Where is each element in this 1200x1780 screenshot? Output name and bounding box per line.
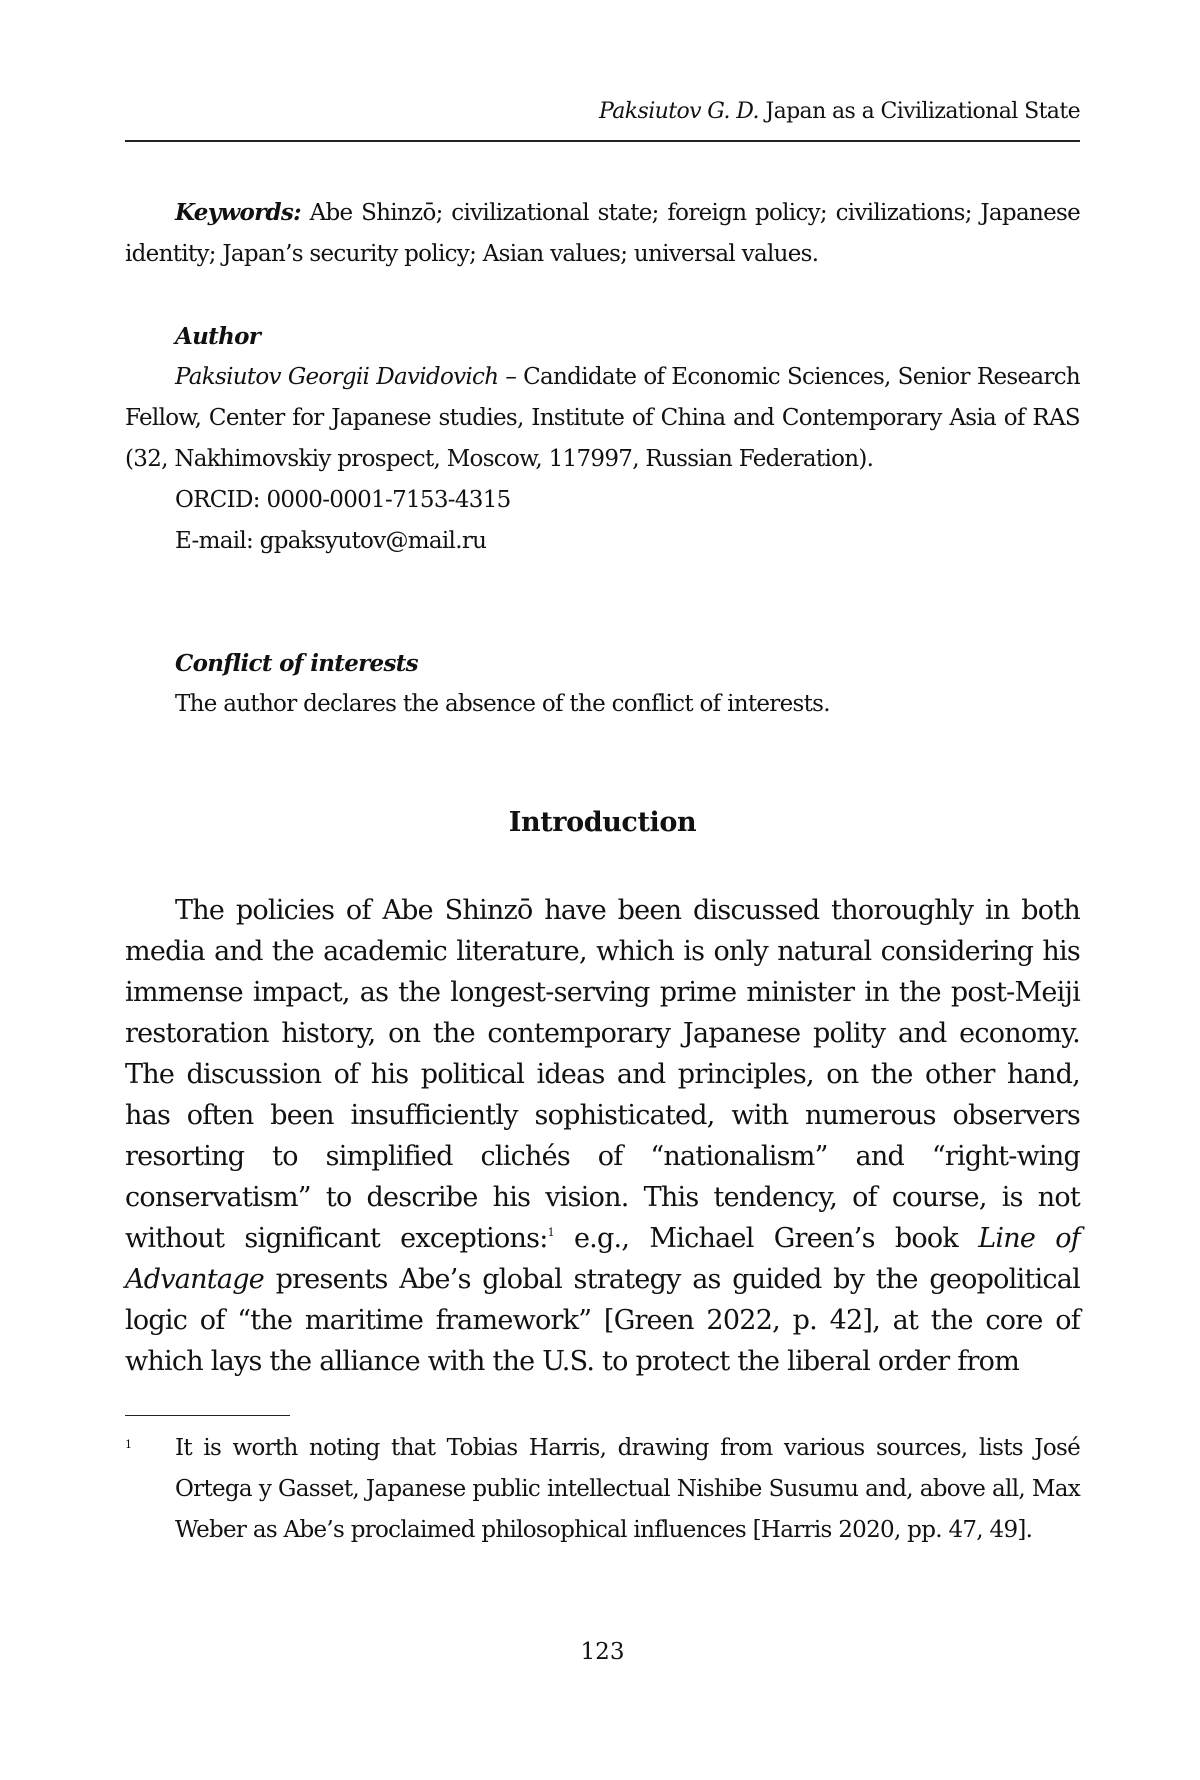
author-description: – Candidate of Economic Sciences, Senior Research Fellow, Center for Japanese studies, Institute of China and Contemporary Asia of RAS (32, Nakhimovskiy prospect, Moscow, 117997, Russian Federation).	[125, 364, 1080, 472]
conflict-section	[125, 643, 1080, 725]
keywords-text: Abe Shinzō; civilizational state; foreign policy; civilizations; Japanese identity; Japan’s security policy; Asian values; universal values.	[125, 200, 1080, 267]
running-head-title: Japan as a Civilizational State	[765, 99, 1080, 124]
conflict-heading: Conflict of interests	[175, 650, 418, 677]
footnote-number: 1	[125, 1438, 132, 1451]
running-head	[125, 98, 1080, 126]
author-orcid: ORCID: 0000-0001-7153-4315	[175, 487, 511, 513]
author-email: E-mail: gpaksyutov@mail.ru	[175, 528, 487, 554]
author-heading: Author	[175, 323, 261, 350]
footnote-reference[interactable]: 1	[547, 1226, 554, 1239]
intro-book-title: Line of Advantage	[125, 1223, 1081, 1295]
footnote-text: It is worth noting that Tobias Harris, drawing from various sources, lists José Ortega y Gasset, Japanese public intellectual Nishibe Susumu and, above all, Max Weber as Abe’s proclaimed philosophical influences [Harris 2020, pp. 47, 49].	[175, 1435, 1080, 1543]
conflict-text: The author declares the absence of the conflict of interests.	[175, 691, 830, 717]
intro-text-part2: e.g., Michael Green’s book	[553, 1223, 979, 1254]
header-divider	[125, 140, 1080, 142]
intro-text-part3: presents Abe’s global strategy as guided by the geopolitical logic of “the maritime framework” [Green 2022, p. 42], at the core of which lays the alliance with the U.S. to protect the liberal order from	[125, 1264, 1080, 1377]
author-bio	[125, 357, 1080, 480]
author-name: Paksiutov Georgii Davidovich	[175, 364, 499, 390]
section-heading-introduction: Introduction	[508, 807, 697, 838]
introduction-paragraph	[125, 890, 1080, 1382]
intro-text-part1: The policies of Abe Shinzō have been discussed thoroughly in both media and the academic literature, which is only natural considering his immense impact, as the longest-serving prime minister in the post-Meiji restoration history, on the contemporary Japanese polity and economy. The discussion of his political ideas and principles, on the other hand, has often been insufficiently sophisticated, with numerous observers resorting to simplified clichés of “nationalism” and “right-wing conservatism” to describe his vision. This tendency, of course, is not without significant exceptions:	[125, 895, 1080, 1254]
page-number: 123	[580, 1639, 625, 1665]
keywords-label: Keywords:	[175, 199, 301, 226]
document-page	[125, 0, 1080, 1780]
running-head-author: Paksiutov G. D.	[599, 99, 759, 124]
footnote-divider	[125, 1415, 290, 1416]
footnote	[125, 1428, 1080, 1551]
author-section	[125, 316, 1080, 562]
keywords-paragraph	[125, 192, 1080, 275]
